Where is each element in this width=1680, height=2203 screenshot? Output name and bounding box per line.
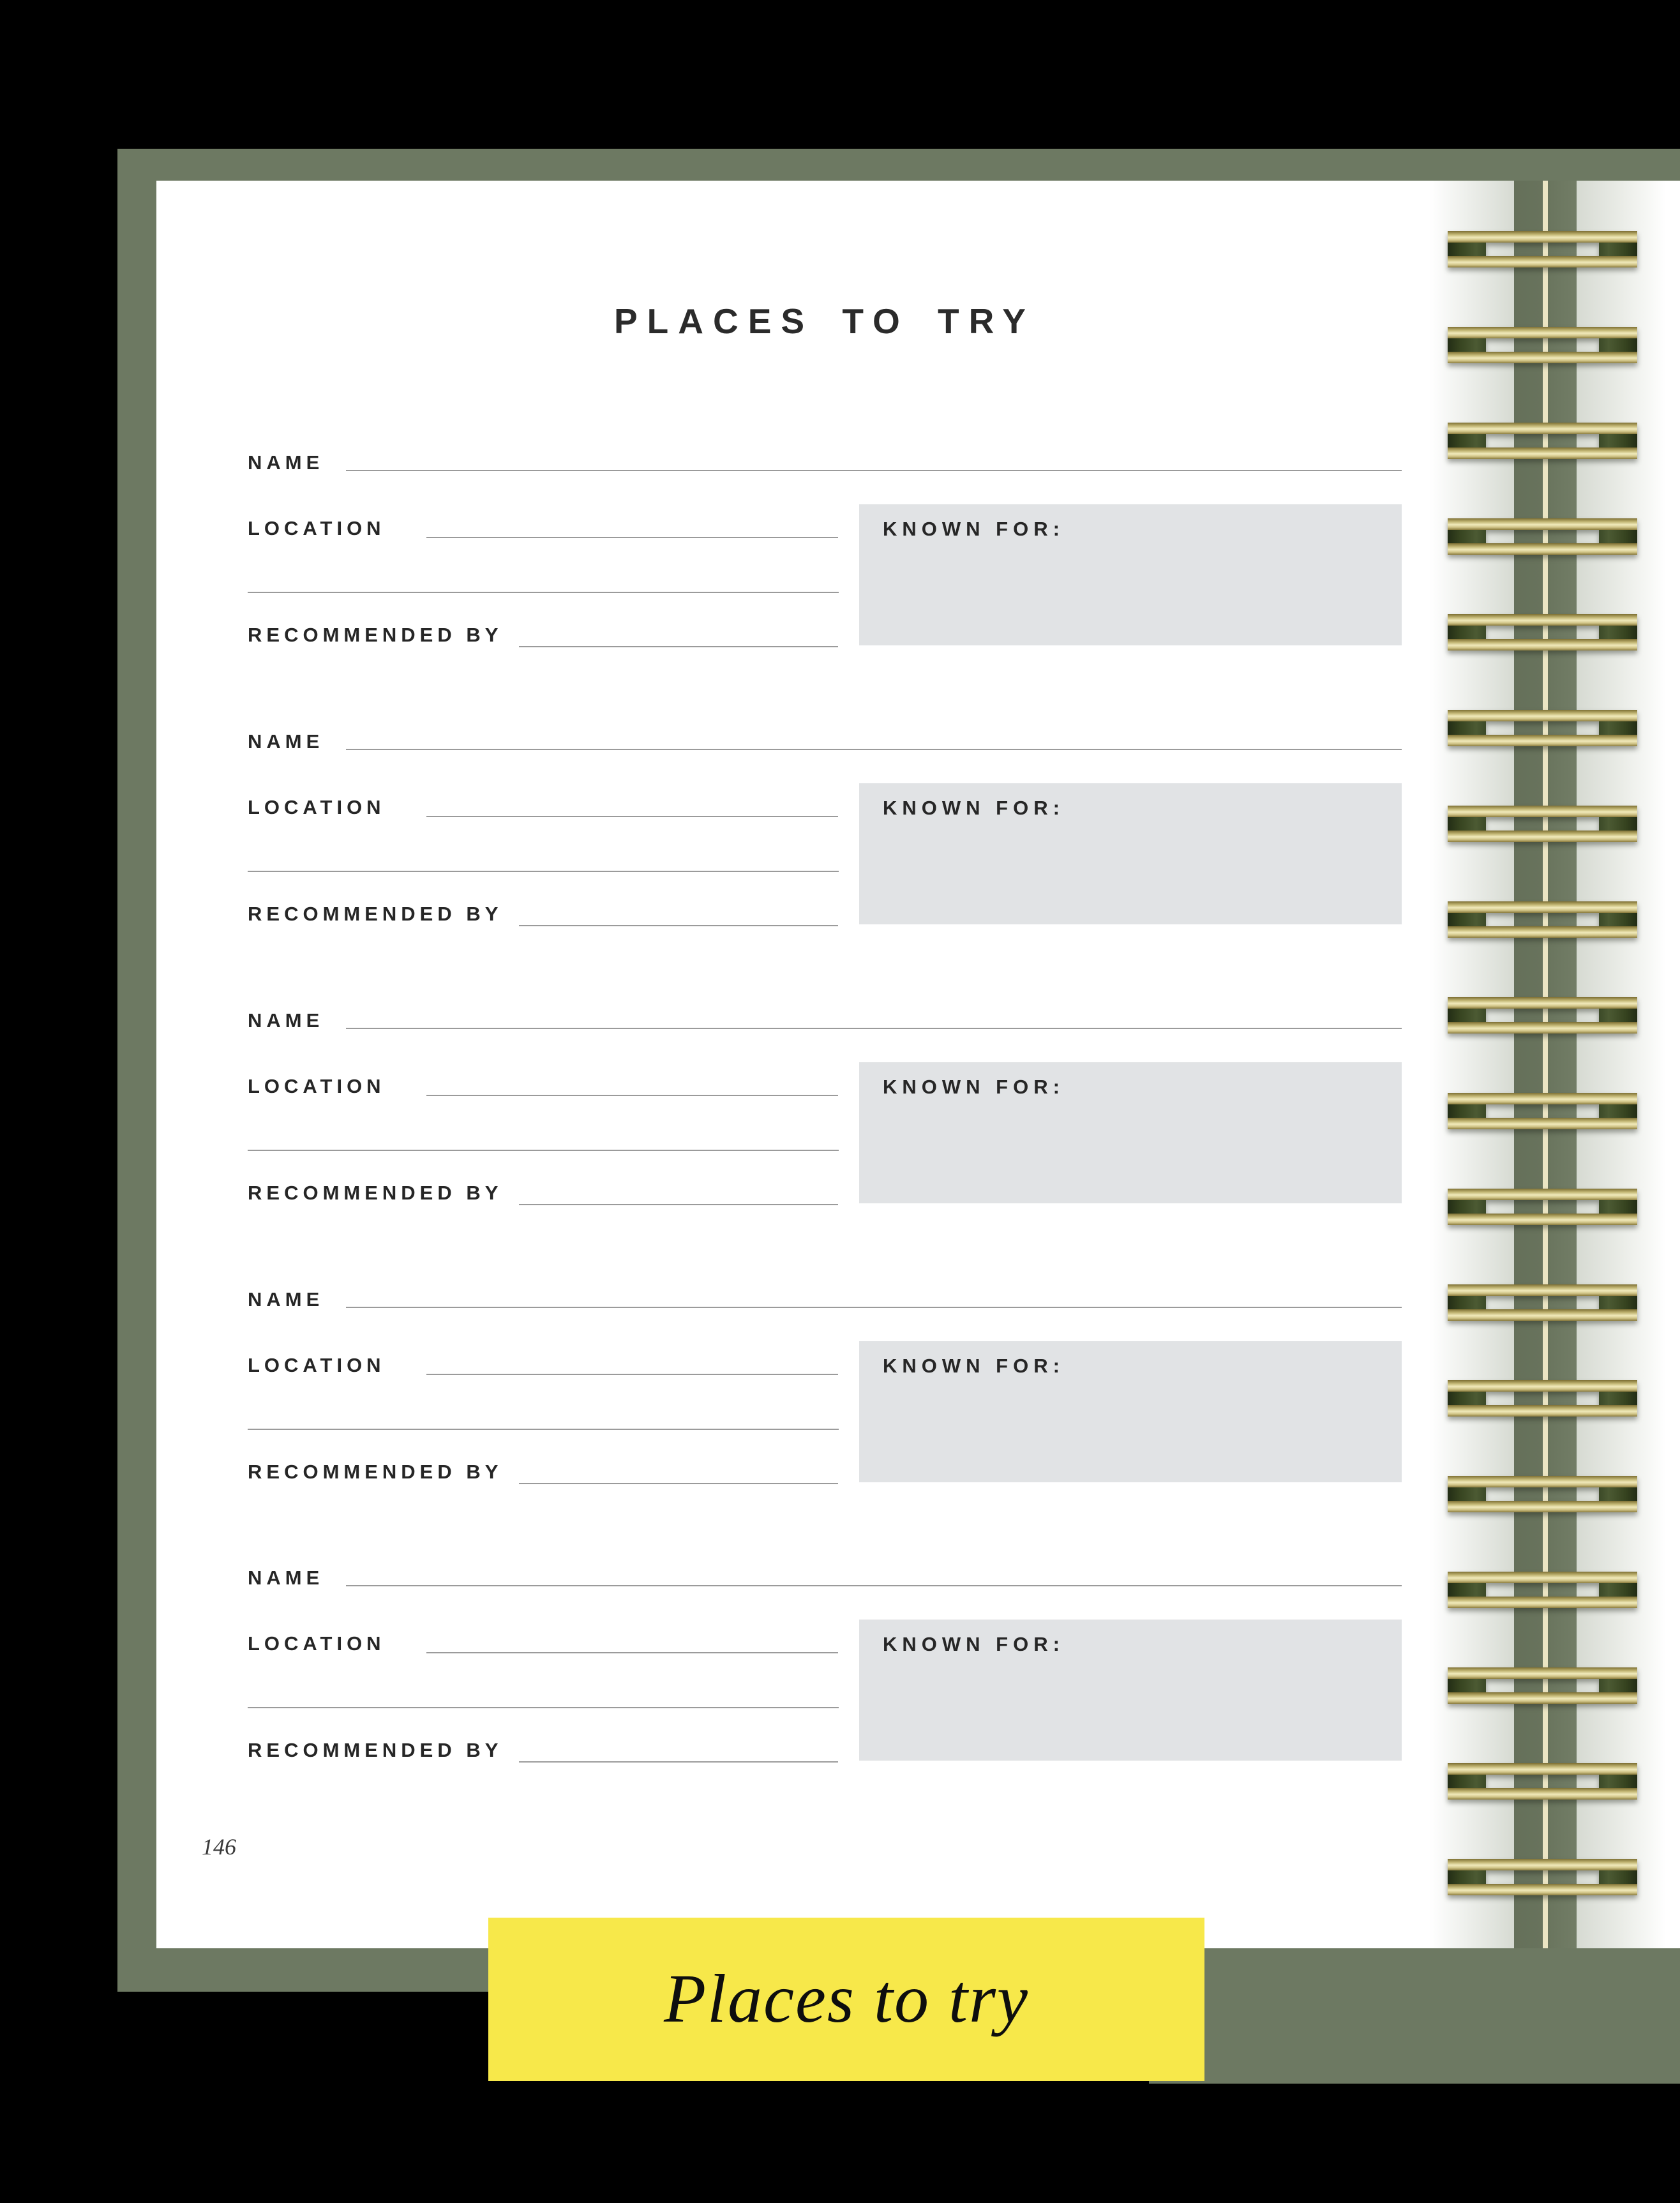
clip-gold-bar <box>1448 352 1637 363</box>
binding-clip <box>1448 1476 1637 1512</box>
recommended-by-label: RECOMMENDED BY <box>248 1739 503 1761</box>
known-for-label: KNOWN FOR: <box>883 1633 1065 1655</box>
clip-gold-bar <box>1448 614 1637 626</box>
location-line <box>426 1652 838 1653</box>
clip-gold-bar <box>1448 518 1637 530</box>
clip-gold-bar <box>1448 735 1637 746</box>
known-for-box <box>859 783 1402 924</box>
known-for-box <box>859 504 1402 645</box>
entry-section <box>248 1567 1402 1851</box>
known-for-box <box>859 1062 1402 1203</box>
recommended-by-line <box>519 1204 838 1205</box>
clip-gold-bar <box>1448 1763 1637 1775</box>
binding-clip <box>1448 1763 1637 1800</box>
name-label: NAME <box>248 451 324 474</box>
location-line <box>426 1095 838 1096</box>
clip-gold-bar <box>1448 710 1637 721</box>
binding-clip <box>1448 901 1637 938</box>
entry-section <box>248 730 1402 1014</box>
clip-gold-bar <box>1448 1501 1637 1512</box>
binding-clip <box>1448 1572 1637 1608</box>
location-line-2 <box>248 1707 839 1708</box>
name-line <box>346 1585 1402 1586</box>
page-title: PLACES TO TRY <box>614 301 1035 341</box>
clip-gold-bar <box>1448 1118 1637 1129</box>
clip-gold-bar <box>1448 1859 1637 1870</box>
location-label: LOCATION <box>248 517 386 539</box>
clip-gold-bar <box>1448 1189 1637 1200</box>
clip-gold-bar <box>1448 1214 1637 1225</box>
location-label: LOCATION <box>248 1632 386 1655</box>
recommended-by-line <box>519 1483 838 1484</box>
clip-gold-bar <box>1448 806 1637 817</box>
entry-section <box>248 1009 1402 1293</box>
location-line-2 <box>248 1150 839 1151</box>
name-line <box>346 470 1402 471</box>
binding-clip <box>1448 231 1637 267</box>
clip-gold-bar <box>1448 639 1637 650</box>
binding-clip <box>1448 806 1637 842</box>
known-for-label: KNOWN FOR: <box>883 797 1065 819</box>
clip-gold-bar <box>1448 423 1637 434</box>
recommended-by-label: RECOMMENDED BY <box>248 1461 503 1483</box>
clip-gold-bar <box>1448 1380 1637 1392</box>
binding-clip <box>1448 710 1637 746</box>
clip-gold-bar <box>1448 1405 1637 1417</box>
binding-clip <box>1448 1189 1637 1225</box>
binding-clip <box>1448 1667 1637 1704</box>
binding-clip <box>1448 1859 1637 1895</box>
recommended-by-line <box>519 925 838 926</box>
known-for-label: KNOWN FOR: <box>883 1076 1065 1098</box>
notebook-cover-bottom-strip <box>1149 1948 1680 2084</box>
clip-gold-bar <box>1448 1476 1637 1487</box>
recommended-by-label: RECOMMENDED BY <box>248 624 503 646</box>
recommended-by-label: RECOMMENDED BY <box>248 903 503 925</box>
known-for-box <box>859 1341 1402 1482</box>
clip-gold-bar <box>1448 831 1637 842</box>
binding-clip <box>1448 518 1637 555</box>
clip-gold-bar <box>1448 1692 1637 1704</box>
clip-gold-bar <box>1448 1884 1637 1895</box>
location-label: LOCATION <box>248 1075 386 1097</box>
known-for-label: KNOWN FOR: <box>883 1355 1065 1377</box>
binding-clip <box>1448 423 1637 459</box>
clip-gold-bar <box>1448 447 1637 459</box>
binding-clip <box>1448 997 1637 1034</box>
clip-gold-bar <box>1448 1572 1637 1583</box>
clip-gold-bar <box>1448 1309 1637 1321</box>
name-line <box>346 1307 1402 1308</box>
footer-tab-label: Places to try <box>664 1961 1029 2037</box>
clip-gold-bar <box>1448 1093 1637 1104</box>
clip-gold-bar <box>1448 1788 1637 1800</box>
location-line-2 <box>248 592 839 593</box>
recommended-by-label: RECOMMENDED BY <box>248 1182 503 1204</box>
entry-section <box>248 1288 1402 1572</box>
name-label: NAME <box>248 1288 324 1311</box>
location-line-2 <box>248 1429 839 1430</box>
clip-gold-bar <box>1448 997 1637 1009</box>
entry-section <box>248 451 1402 735</box>
binding-clip <box>1448 1380 1637 1417</box>
location-line <box>426 537 838 538</box>
page-number: 146 <box>202 1834 236 1860</box>
binding-clip <box>1448 614 1637 650</box>
name-line <box>346 749 1402 750</box>
clip-gold-bar <box>1448 1284 1637 1296</box>
clip-gold-bar <box>1448 926 1637 938</box>
clip-gold-bar <box>1448 543 1637 555</box>
binding-clip <box>1448 1093 1637 1129</box>
name-label: NAME <box>248 1567 324 1589</box>
location-label: LOCATION <box>248 796 386 818</box>
recommended-by-line <box>519 1761 838 1763</box>
location-line-2 <box>248 871 839 872</box>
clip-gold-bar <box>1448 327 1637 338</box>
clip-gold-bar <box>1448 1022 1637 1034</box>
footer-tab <box>488 1918 1204 2081</box>
clip-gold-bar <box>1448 231 1637 243</box>
clip-gold-bar <box>1448 901 1637 913</box>
binding-clip <box>1448 327 1637 363</box>
binding-clip <box>1448 1284 1637 1321</box>
clip-gold-bar <box>1448 1667 1637 1679</box>
name-label: NAME <box>248 1009 324 1032</box>
location-line <box>426 816 838 817</box>
known-for-label: KNOWN FOR: <box>883 518 1065 540</box>
clip-gold-bar <box>1448 1597 1637 1608</box>
clip-gold-bar <box>1448 256 1637 267</box>
known-for-box <box>859 1620 1402 1761</box>
name-label: NAME <box>248 730 324 753</box>
name-line <box>346 1028 1402 1029</box>
recommended-by-line <box>519 646 838 647</box>
location-label: LOCATION <box>248 1354 386 1376</box>
location-line <box>426 1374 838 1375</box>
